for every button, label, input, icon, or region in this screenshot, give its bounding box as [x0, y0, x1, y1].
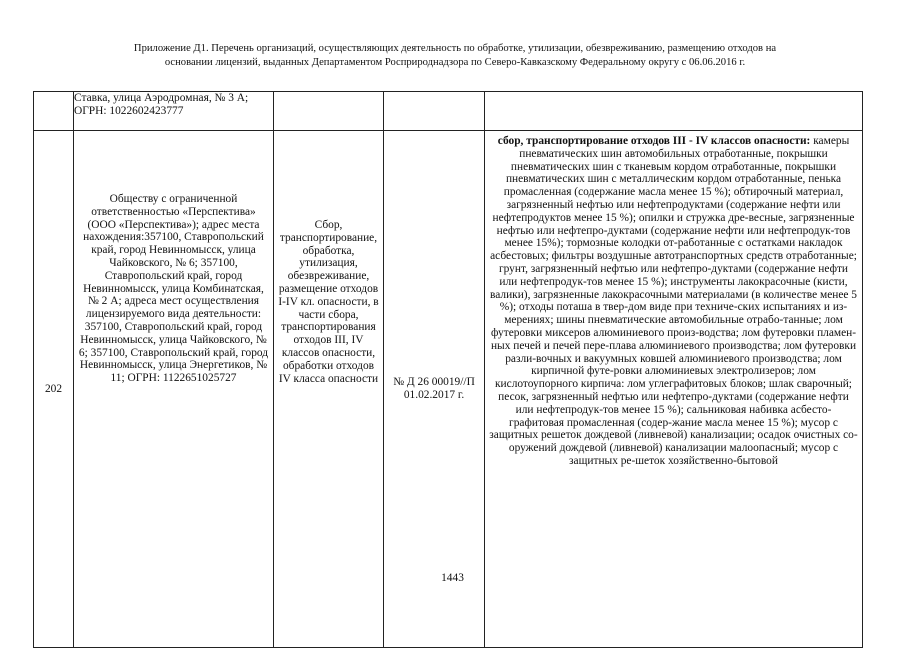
- prev-number-cell: [34, 92, 74, 131]
- prev-activities-cell: [274, 92, 384, 131]
- page-number: 1443: [441, 572, 464, 584]
- table-row-previous: [34, 92, 863, 131]
- row-number-cell: 202: [34, 131, 74, 648]
- prev-waste-cell: [485, 92, 863, 131]
- header-line-1: Приложение Д1. Перечень организаций, осуществляющих деятельность по обработке, утилизации, обезвреживанию, размещению отходов на: [133, 43, 777, 54]
- document-header: [60, 42, 850, 70]
- license-cell: № Д 26 00019//П 01.02.2017 г.: [384, 131, 485, 648]
- license-table: [33, 91, 863, 648]
- waste-title: сбор, транспортирование отходов III - IV классов опасности:: [497, 135, 811, 147]
- organization-cell: Обществу с ограниченной ответственностью «Перспектива» (ООО «Перспектива»); адрес места нахождения:357100, Ставропольский край, город Невинномысск, улица Чайковского, № 6; 357100, Ставропольский край, город Невинномысск, улица Комбинатская, № 2 А; адреса мест осуществления лицензируемого вида деятельности: 357100, Ставропольский край, город Невинномысск, улица Чайковского, № 6; 357100, Ставропольский край, город Невинномысск, улица Энергетиков, № 11; ОГРН: 1122651025727: [74, 131, 274, 648]
- waste-types-cell: [485, 131, 863, 648]
- table-row: [34, 131, 863, 648]
- waste-list: камеры пневматических шин автомобильных отработанные, покрышки пневматических шин с тканевым кордом отработанные, покрышки пневматических шин с металлическим кордом отработанные, пенька промасленная (содержание масла менее 15 %); обтирочный материал, загрязненный нефтью или нефтепродуктами (содержание нефти или нефтепродуктов менее 15 %); опилки и стружка дре-весные, загрязненные нефтью или нефтепро-дуктами (содержание нефти или нефтепродук-тов менее 15%); тормозные колодки от-работанные с остатками накладок асбестовых; фильтры воздушные автотранспортных средств отработанные; грунт, загрязненный нефтью или нефтепро-дуктами (содержание нефти или нефтепродук-тов менее 15 %); инструменты лакокрасочные (кисти, валики), загрязненные лакокрасочными материалами (в количестве менее 5 %); отходы поташа в твер-дом виде при техниче-ских испытаниях и из-мерениях; шины пневматические автомобильные отрабо-танные; лом футеровки миксеров алюминиевого произ-водства; лом футеровки пламен-ных печей и печей пере-плава алюминиевого производства; лом футеровки разли-вочных и вакуумных ковшей алюминиевого производства; лом кирпичной футе-ровки алюминиевых электролизеров; лом кислотоупорного кирпича: лом углеграфитовых блоков; шлак сварочный; песок, загрязненный нефтью или нефтепро-дуктами (содержание нефти или нефтепродук-тов менее 15 %); сальниковая набивка асбесто-графитовая промасленная (содер-жание масла менее 15 %); мусор с защитных решеток дождевой (ливневой) канализации; осадок очистных со-оружений дождевой (ливневой) канализации малоопасный; мусор с защитных ре-шеток хозяйственно-бытовой: [489, 135, 858, 467]
- header-line-2: основании лицензий, выданных Департаментом Росприроднадзора по Северо-Кавказскому Федеральному округу с 06.06.2016 г.: [164, 57, 746, 68]
- prev-org-cell: Ставка, улица Аэродромная, № 3 А; ОГРН: 1022602423777: [74, 92, 274, 131]
- prev-license-cell: [384, 92, 485, 131]
- activities-cell: Сбор, транспортирование, обработка, утилизация, обезвреживание, размещение отходов I-IV кл. опасности, в части сбора, транспортирования отходов III, IV классов опасности, обработки отходов IV класса опасности: [274, 131, 384, 648]
